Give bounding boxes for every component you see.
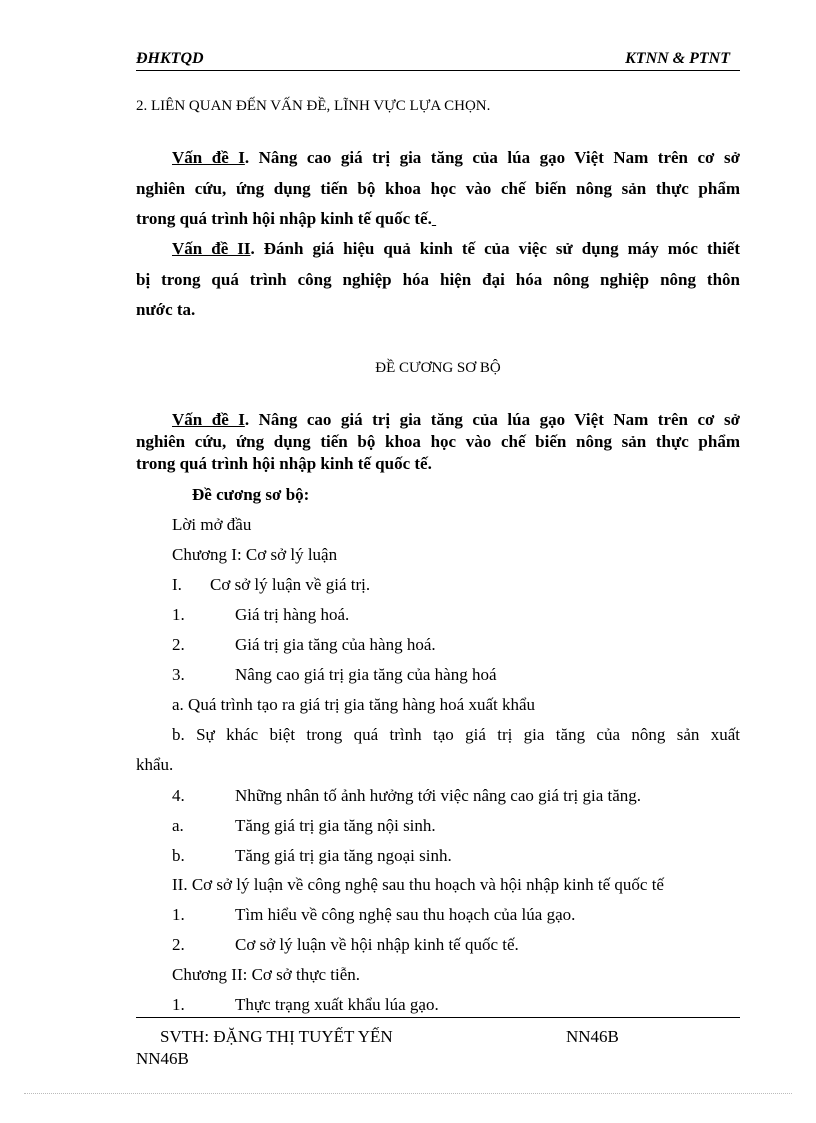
footer-class-2: NN46B	[136, 1049, 189, 1068]
issue1-line1: Vấn đề I. Nâng cao giá trị gia tăng của lúa gạo Việt Nam trên cơ sở	[172, 148, 740, 167]
section-title: 2. LIÊN QUAN ĐẾN VẤN ĐỀ, LĨNH VỰC LỰA CHỌN.	[136, 98, 491, 114]
outline-subtitle: Đề cương sơ bộ:	[192, 485, 310, 504]
item4-num: 4.	[172, 786, 185, 805]
sec2: II. Cơ sở lý luận về công nghệ sau thu hoạch và hội nhập kinh tế quốc tế	[172, 875, 664, 894]
footer-name: SVTH: ĐẶNG THỊ TUYẾT YẾN	[160, 1027, 393, 1046]
issue2-label: Vấn đề II	[172, 239, 251, 258]
sub-a2-text: Tăng giá trị gia tăng nội sinh.	[235, 816, 436, 835]
issue1-text1: Nâng cao giá trị gia tăng của lúa gạo Việt Nam trên cơ sở	[258, 148, 740, 167]
j1-text: Tìm hiểu về công nghệ sau thu hoạch của lúa gạo.	[235, 905, 576, 924]
j1-num: 1.	[172, 905, 185, 924]
outline-issue1-line1: Vấn đề I. Nâng cao giá trị gia tăng của lúa gạo Việt Nam trên cơ sở	[172, 410, 740, 429]
outline-title: ĐỀ CƯƠNG SƠ BỘ	[375, 360, 501, 376]
k1-text: Thực trạng xuất khẩu lúa gạo.	[235, 995, 439, 1014]
header-left: ĐHKTQD	[136, 50, 204, 67]
chapter1: Chương I: Cơ sở lý luận	[172, 545, 338, 564]
footer-rule	[136, 1017, 740, 1018]
item3-text: Nâng cao giá trị gia tăng của hàng hoá	[235, 665, 497, 684]
outline-issue1-line3: trong quá trình hội nhập kinh tế quốc tế.	[136, 454, 432, 473]
issue1-line2: nghiên cứu, ứng dụng tiến bộ khoa học vào chế biến nông sản thực phẩm	[136, 179, 740, 198]
issue2-line3: nước ta.	[136, 300, 196, 319]
sub-b1-line1: b. Sự khác biệt trong quá trình tạo giá trị gia tăng của nông sản xuất	[172, 725, 740, 744]
issue2-text1: Đánh giá hiệu quả kinh tế của việc sử dụng máy móc thiết	[263, 239, 741, 258]
sub-b2-text: Tăng giá trị gia tăng ngoại sinh.	[235, 846, 452, 865]
issue1-line3	[136, 209, 740, 229]
item2-text: Giá trị gia tăng của hàng hoá.	[235, 635, 436, 654]
intro: Lời mở đầu	[172, 515, 252, 534]
issue2-line1: Vấn đề II. Đánh giá hiệu quả kinh tế của việc sử dụng máy móc thiết	[172, 239, 741, 258]
item3-num: 3.	[172, 665, 185, 684]
issue1-label: Vấn đề I	[172, 148, 245, 167]
outline-issue1-label: Vấn đề I	[172, 410, 245, 429]
outline-issue1-text1: Nâng cao giá trị gia tăng của lúa gạo Việt Nam trên cơ sở	[258, 410, 740, 429]
issue2-line2: bị trong quá trình công nghiệp hóa hiện đại hóa nông nghiệp nông thôn	[136, 270, 740, 289]
sub-b2-num: b.	[172, 846, 185, 865]
header-rule	[136, 70, 740, 71]
item4-text: Những nhân tố ảnh hưởng tới việc nâng cao giá trị gia tăng.	[235, 786, 642, 805]
item2-num: 2.	[172, 635, 185, 654]
sub-a2-num: a.	[172, 816, 184, 835]
k1-num: 1.	[172, 995, 185, 1014]
item1-text: Giá trị hàng hoá.	[235, 605, 350, 624]
sec1-text: Cơ sở lý luận về giá trị.	[210, 575, 371, 594]
footer-class: NN46B	[566, 1027, 619, 1046]
outline-issue1-line2: nghiên cứu, ứng dụng tiến bộ khoa học vào chế biến nông sản thực phẩm	[136, 432, 740, 451]
sub-b1-line2: khẩu.	[136, 755, 174, 774]
header-right: KTNN & PTNT	[625, 50, 730, 67]
sec1-num: I.	[172, 575, 182, 594]
page-bottom-edge	[24, 1093, 792, 1094]
item1-num: 1.	[172, 605, 185, 624]
j2-text: Cơ sở lý luận về hội nhập kinh tế quốc tế.	[235, 935, 519, 954]
j2-num: 2.	[172, 935, 185, 954]
issue1-text3: trong quá trình hội nhập kinh tế quốc tế.	[136, 209, 432, 228]
chapter2: Chương II: Cơ sở thực tiễn.	[172, 965, 360, 984]
sub-a1: a. Quá trình tạo ra giá trị gia tăng hàng hoá xuất khẩu	[172, 695, 536, 714]
